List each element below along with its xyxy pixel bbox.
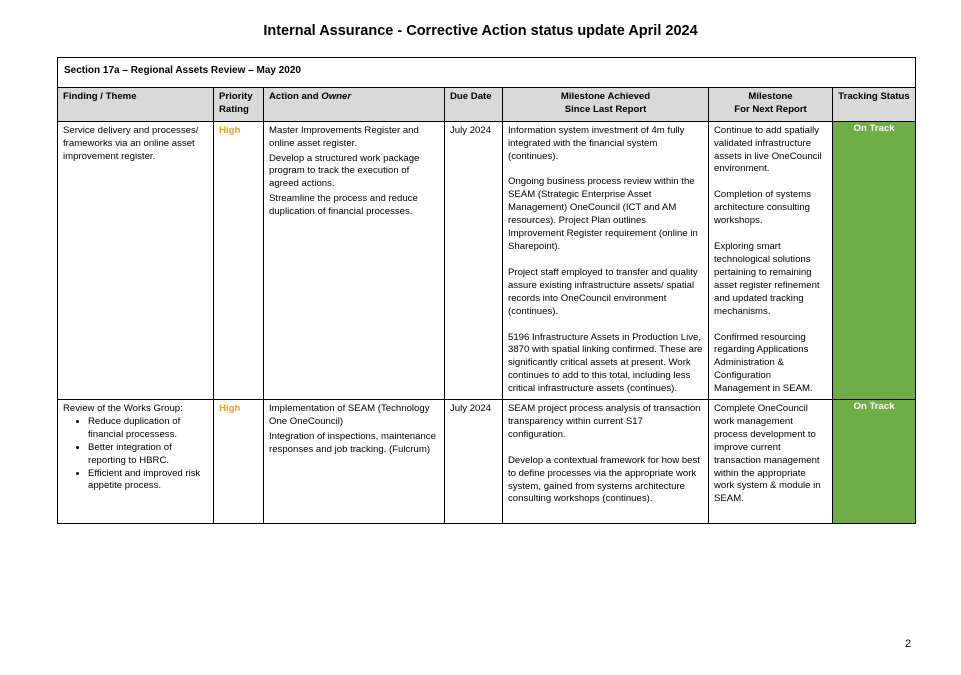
status-cell bbox=[833, 121, 916, 399]
next-milestone-item: Completion of systems architecture consulting workshops. bbox=[714, 189, 812, 227]
status-badge: On Track bbox=[853, 122, 895, 134]
due-date: July 2024 bbox=[450, 403, 492, 415]
priority-cell bbox=[214, 121, 264, 399]
milestone-achieved-cell bbox=[503, 121, 709, 399]
next-milestone-item: Complete OneCouncil work management process development to improve current transaction management within the appropriate work system & module in SEAM. bbox=[714, 403, 821, 505]
header-action-label: Action and bbox=[269, 90, 322, 102]
milestone-next-cell bbox=[709, 121, 833, 399]
table-row bbox=[58, 400, 916, 524]
header-tracking-status: Tracking Status bbox=[833, 87, 916, 121]
header-milestone-achieved bbox=[503, 87, 709, 121]
header-milestone-next-line1: Milestone bbox=[748, 90, 793, 102]
table-row bbox=[58, 121, 916, 399]
section-title: Section 17a – Regional Assets Review – May 2020 bbox=[58, 58, 916, 88]
next-milestone-item: Exploring smart technological solutions pertaining to remaining asset register refinement and updated tracking mechanisms. bbox=[714, 241, 820, 317]
milestone-item: Develop a contextual framework for how best to define processes via the appropriate work system, gained from systems architecture consulting workshops (continues). bbox=[508, 454, 700, 505]
action-item: Streamline the process and reduce duplication of financial processes. bbox=[269, 193, 418, 218]
finding-bullet-list bbox=[63, 416, 208, 493]
page-number: 2 bbox=[905, 638, 912, 650]
action-item: Integration of inspections, maintenance responses and job tracking. (Fulcrum) bbox=[269, 430, 436, 455]
header-milestone-achieved-line1: Milestone Achieved bbox=[560, 90, 651, 102]
milestone-achieved-cell bbox=[503, 400, 709, 524]
priority-badge: High bbox=[219, 403, 241, 415]
status-cell bbox=[833, 400, 916, 524]
header-row bbox=[58, 87, 916, 121]
header-milestone-achieved-line2: Since Last Report bbox=[564, 103, 647, 115]
finding-bullet: • Reduce duplication of financial processess. bbox=[88, 416, 208, 442]
due-date-cell bbox=[445, 121, 503, 399]
priority-badge: High bbox=[219, 124, 241, 136]
header-milestone-next bbox=[709, 87, 833, 121]
next-milestone-item: Confirmed resourcing regarding Applications Administration & Configuration Management in SEAM. bbox=[714, 331, 813, 395]
finding-cell bbox=[58, 121, 214, 399]
due-date: July 2024 bbox=[450, 124, 492, 136]
action-cell bbox=[264, 400, 445, 524]
next-milestone-item: Continue to add spatially validated infrastructure assets in live OneCouncil environment. bbox=[714, 124, 822, 175]
status-badge: On Track bbox=[853, 401, 895, 413]
action-item: Master Improvements Register and online asset register. bbox=[269, 124, 419, 149]
milestone-item: Information system investment of 4m fully integrated with the financial system (continues). bbox=[508, 124, 685, 162]
milestone-item: 5196 Infrastructure Assets in Production Live, 3870 with spatial linking confirmed. These are significantly critical assets at present. Work continues to add to this total, including less critical infrastructure assets (continues). bbox=[508, 331, 703, 395]
header-milestone-next-line2: For Next Report bbox=[734, 103, 807, 115]
milestone-item: Ongoing business process review within the SEAM (Strategic Enterprise Asset Management) OneCouncil (ICT and AM resources). Project Plan outlines Improvement Register requirement (online in Sharepoint). bbox=[508, 176, 698, 252]
header-due-date: Due Date bbox=[445, 87, 503, 121]
finding-cell bbox=[58, 400, 214, 524]
header-action bbox=[264, 87, 445, 121]
milestone-item: Project staff employed to transfer and quality assure existing infrastructure assets/ spatial records into OneCouncil environment (continues). bbox=[508, 266, 698, 317]
finding-bullet: • Efficient and improved risk appetite process. bbox=[88, 468, 208, 494]
header-action-owner: Owner bbox=[321, 90, 352, 102]
milestone-item: SEAM project process analysis of transaction transparency within current S17 configuration. bbox=[508, 403, 701, 440]
finding-text: Service delivery and processes/ frameworks via an online asset improvement register. bbox=[63, 124, 199, 162]
action-item: Implementation of SEAM (Technology One OneCouncil) bbox=[269, 403, 430, 427]
header-priority: Priority Rating bbox=[214, 87, 264, 121]
milestone-next-cell bbox=[709, 400, 833, 524]
section-row bbox=[58, 58, 916, 88]
corrective-action-table bbox=[57, 57, 916, 524]
priority-cell bbox=[214, 400, 264, 524]
header-finding: Finding / Theme bbox=[58, 87, 214, 121]
finding-text: Review of the Works Group: bbox=[63, 403, 183, 415]
finding-bullet: • Better integration of reporting to HBRC. bbox=[88, 442, 208, 468]
due-date-cell bbox=[445, 400, 503, 524]
action-cell bbox=[264, 121, 445, 399]
document-title: Internal Assurance - Corrective Action status update April 2024 bbox=[263, 23, 698, 39]
action-item: Develop a structured work package program to track the execution of agreed actions. bbox=[269, 152, 420, 190]
